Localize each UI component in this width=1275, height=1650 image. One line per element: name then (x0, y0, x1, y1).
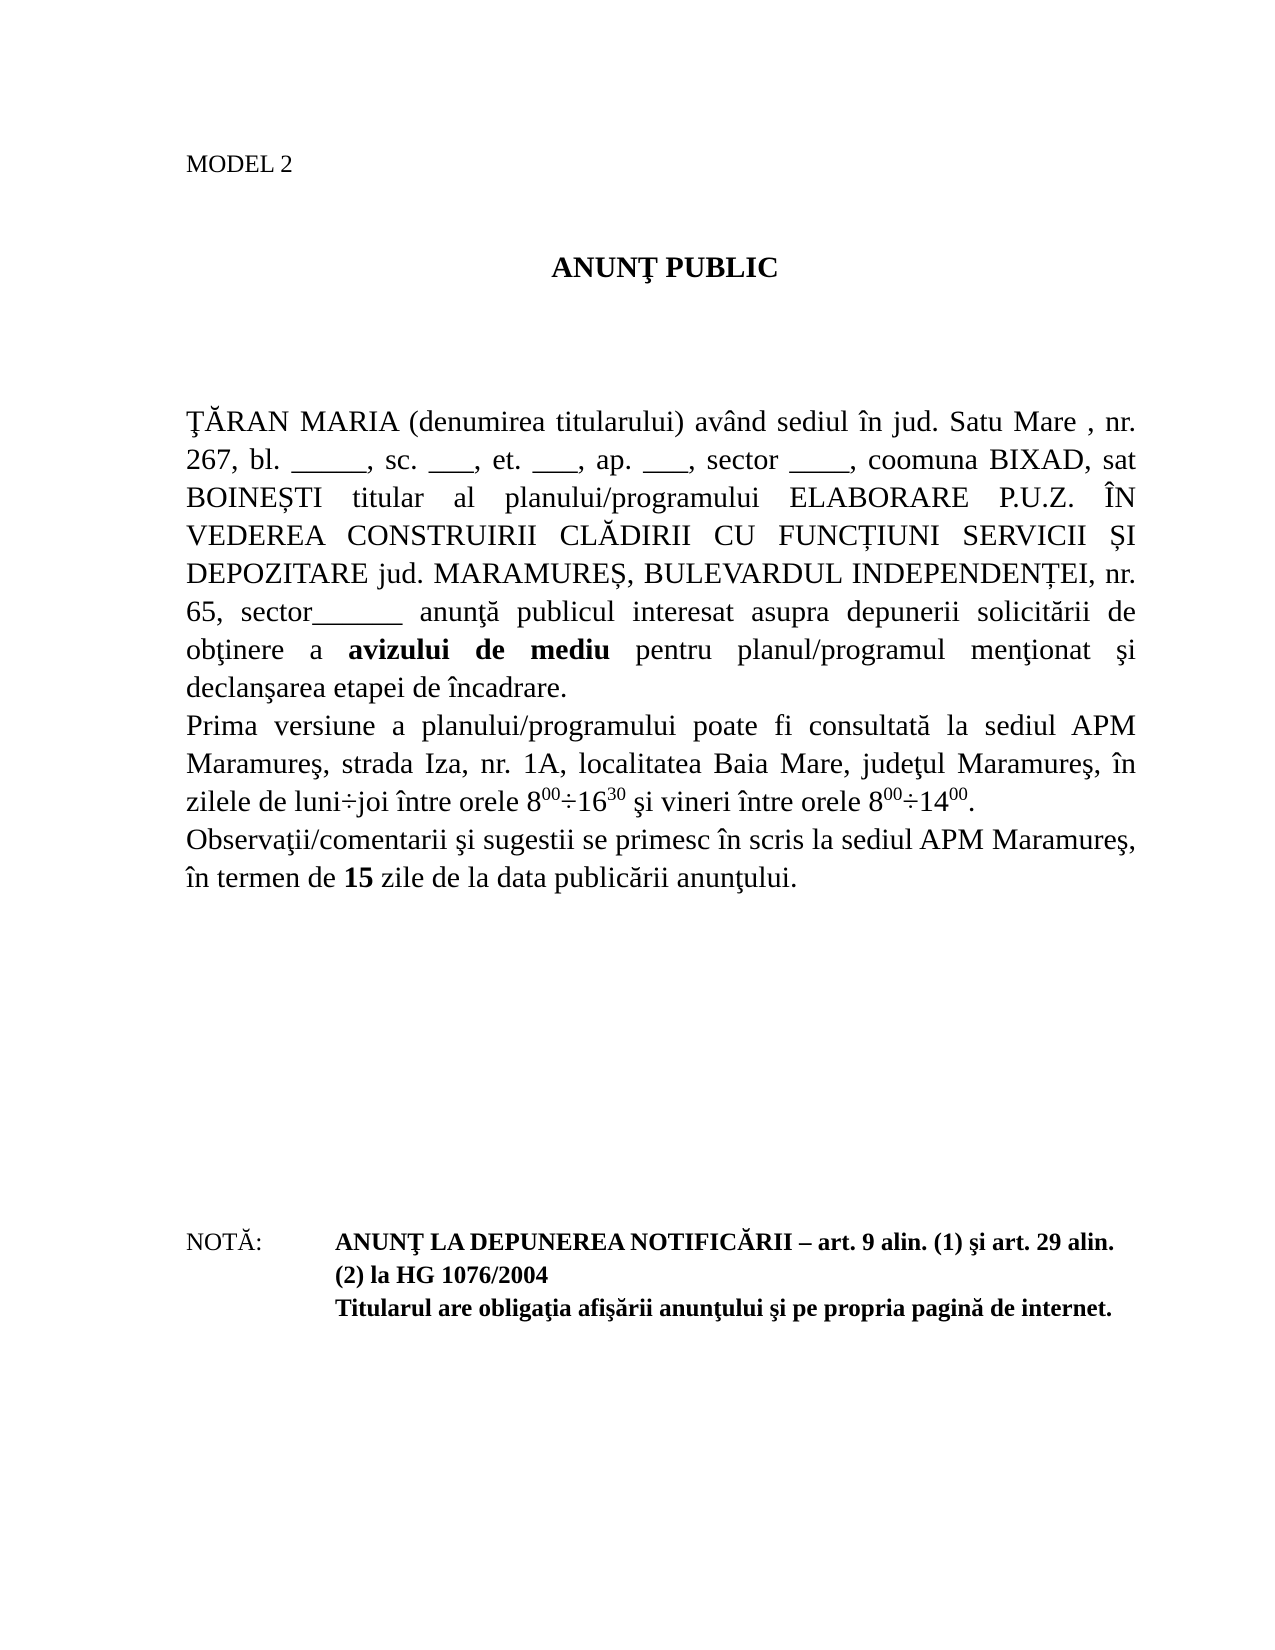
model-label: MODEL 2 (186, 151, 293, 178)
superscript: 30 (606, 784, 626, 805)
paragraph-text: zile de la data publicării anunţului. (373, 861, 798, 894)
paragraph-text: ÷16 (560, 785, 607, 818)
announcement-body (186, 403, 1136, 897)
paragraph-text: pentru planul/programul menţionat şi declanşarea etapei de încadrare. (186, 633, 1136, 704)
paragraph-text: şi vineri între orele 8 (625, 785, 884, 818)
paragraph-consultation (186, 707, 1136, 821)
paragraph-text: ÷14 (902, 785, 949, 818)
note-text (335, 1226, 1135, 1325)
paragraph-text: Observaţii/comentarii şi sugestii se primesc în scris la sediul APM Maramureş, în termen de (186, 823, 1136, 894)
note-line: Titularul are obligaţia afişării anunţului şi pe propria pagină de internet. (335, 1295, 1113, 1322)
superscript: 00 (948, 784, 968, 805)
paragraph-text: Prima versiune a planului/programului poate fi consultată la sediul APM Maramureş, strada Iza, nr. 1A, localitatea Baia Mare, judeţul Maramureş, în zilele de luni÷joi între orele 8 (186, 709, 1136, 818)
note-label: NOTĂ: (186, 1229, 263, 1256)
note-line: ANUNŢ LA DEPUNEREA NOTIFICĂRII – art. 9 alin. (1) şi art. 29 alin. (2) la HG 1076/2004 (335, 1229, 1115, 1289)
emphasis-text: avizului de mediu (348, 633, 611, 666)
superscript: 00 (541, 784, 561, 805)
superscript: 00 (883, 784, 903, 805)
paragraph-comments (186, 821, 1136, 897)
paragraph-announcement (186, 403, 1136, 707)
emphasis-text: 15 (343, 861, 374, 894)
document-title: ANUNŢ PUBLIC (551, 251, 779, 284)
paragraph-text: . (967, 785, 976, 818)
paragraph-text: ŢĂRAN MARIA (denumirea titularului) având sediul în jud. Satu Mare , nr. 267, bl. _____, sc. ___, et. ___, ap. ___, sector ____, coomuna BIXAD, sat BOINEȘTI titular al planului/programului ELABORARE P.U.Z. ÎN VEDEREA CONSTRUIRII CLĂDIRII CU FUNCȚIUNI SERVICII ȘI DEPOZITARE jud. MARAMUREȘ, BULEVARDUL INDEPENDENȚEI, nr. 65, sector______ anunţă publicul interesat asupra depunerii solicitării de obţinere a (186, 405, 1136, 666)
